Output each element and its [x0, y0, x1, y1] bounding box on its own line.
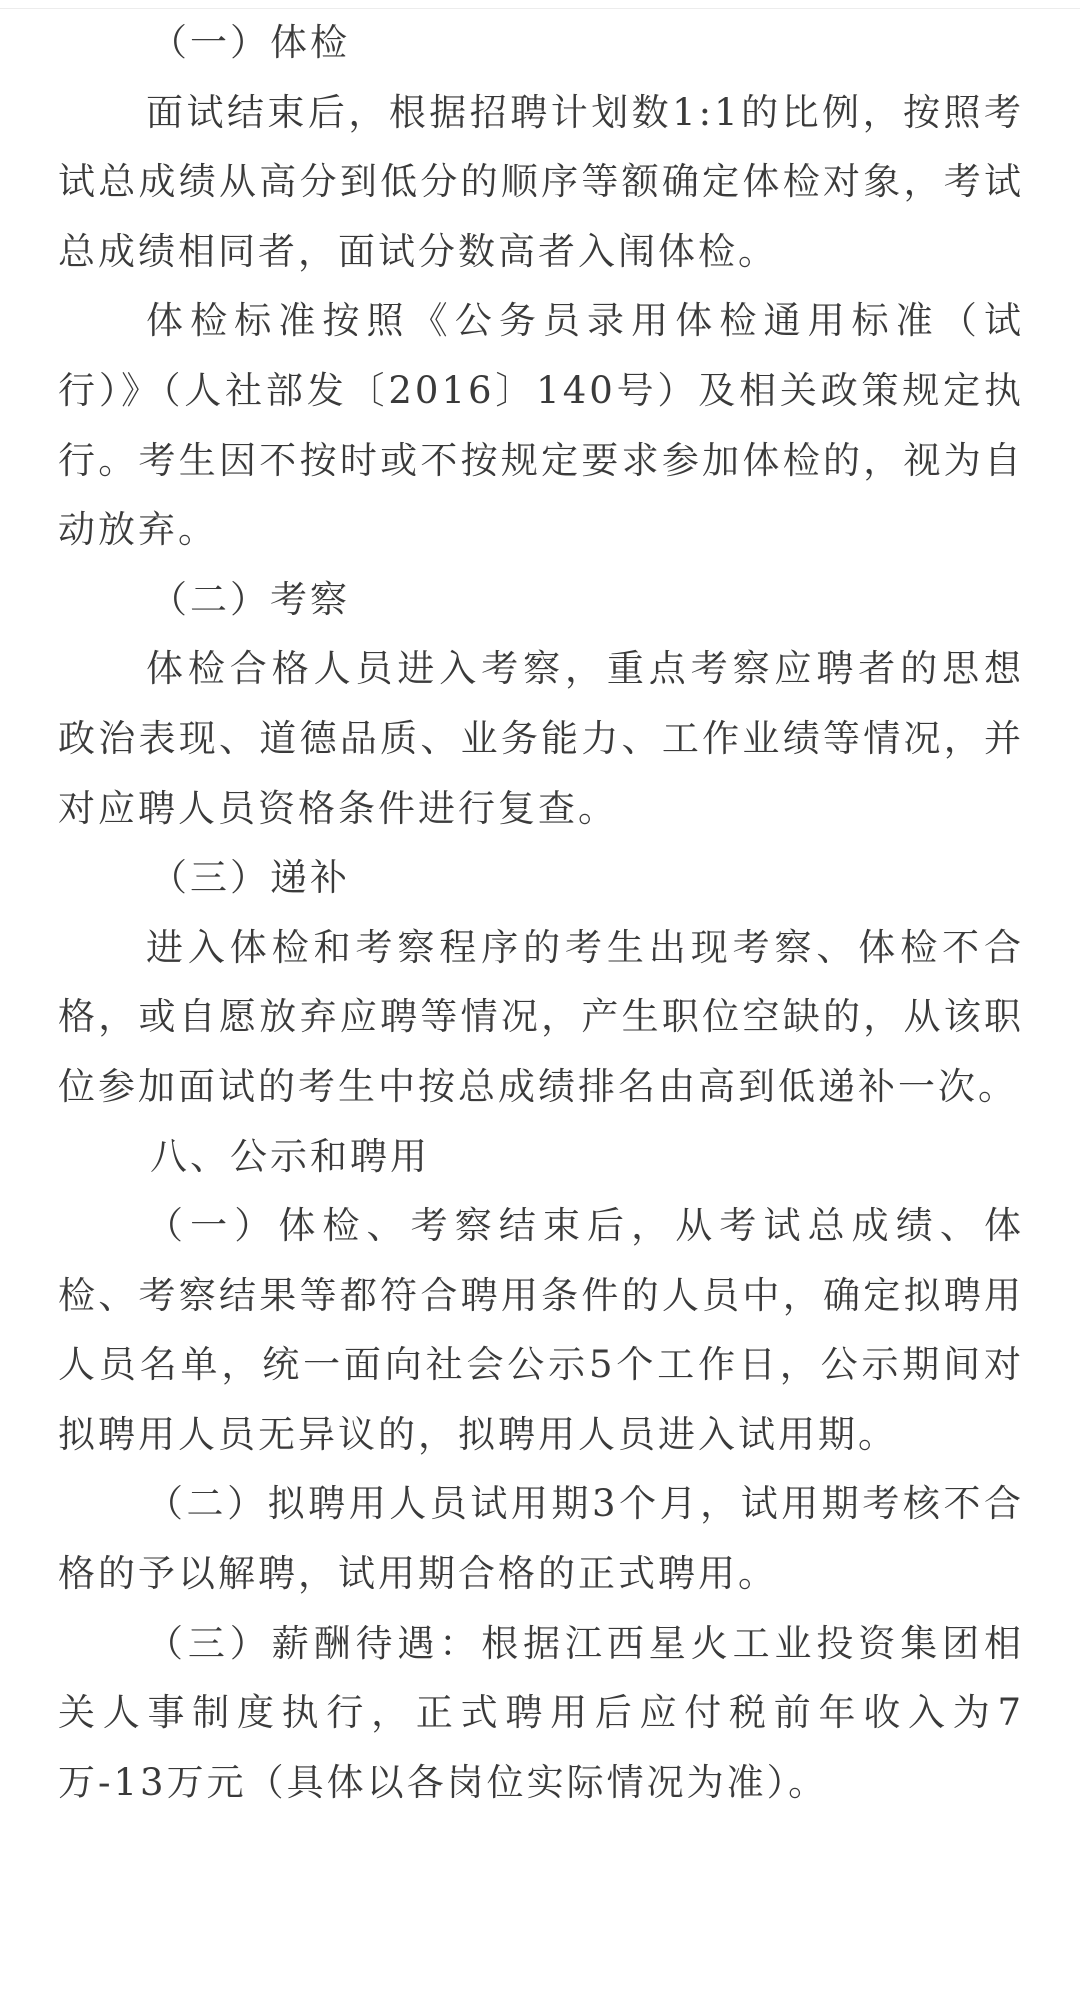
heading-physical-exam: （一）体检	[150, 21, 350, 64]
para-probation: （二）拟聘用人员试用期3个月，试用期考核不合格的予以解聘，试用期合格的正式聘用。	[58, 1482, 1024, 1596]
document-body	[58, 8, 1024, 1817]
para-exam-standard: 体检标准按照《公务员录用体检通用标准（试行）》（人社部发〔2016〕140号）及相关政策规定执行。考生因不按时或不按规定要求参加体检的，视为自动放弃。	[58, 299, 1024, 552]
para-publicity: （一）体检、考察结束后，从考试总成绩、体检、考察结果等都符合聘用条件的人员中，确定拟聘用人员名单，统一面向社会公示5个工作日，公示期间对拟聘用人员无异议的，拟聘用人员进入试用期。	[58, 1204, 1024, 1456]
para-exam-selection: 面试结束后，根据招聘计划数1:1的比例，按照考试总成绩从高分到低分的顺序等额确定体检对象，考试总成绩相同者，面试分数高者入闱体检。	[58, 90, 1024, 273]
para-replacement: 进入体检和考察程序的考生出现考察、体检不合格，或自愿放弃应聘等情况，产生职位空缺的，从该职位参加面试的考生中按总成绩排名由高到低递补一次。	[58, 925, 1024, 1108]
para-salary: （三）薪酬待遇：根据江西星火工业投资集团相关人事制度执行，正式聘用后应付税前年收入为7万-13万元（具体以各岗位实际情况为准）。	[58, 1621, 1024, 1804]
heading-replacement: （三）递补	[150, 856, 350, 900]
heading-inspection: （二）考察	[150, 577, 350, 621]
para-inspection: 体检合格人员进入考察，重点考察应聘者的思想政治表现、道德品质、业务能力、工作业绩等情况，并对应聘人员资格条件进行复查。	[58, 647, 1024, 830]
heading-section-8: 八、公示和聘用	[150, 1134, 430, 1178]
